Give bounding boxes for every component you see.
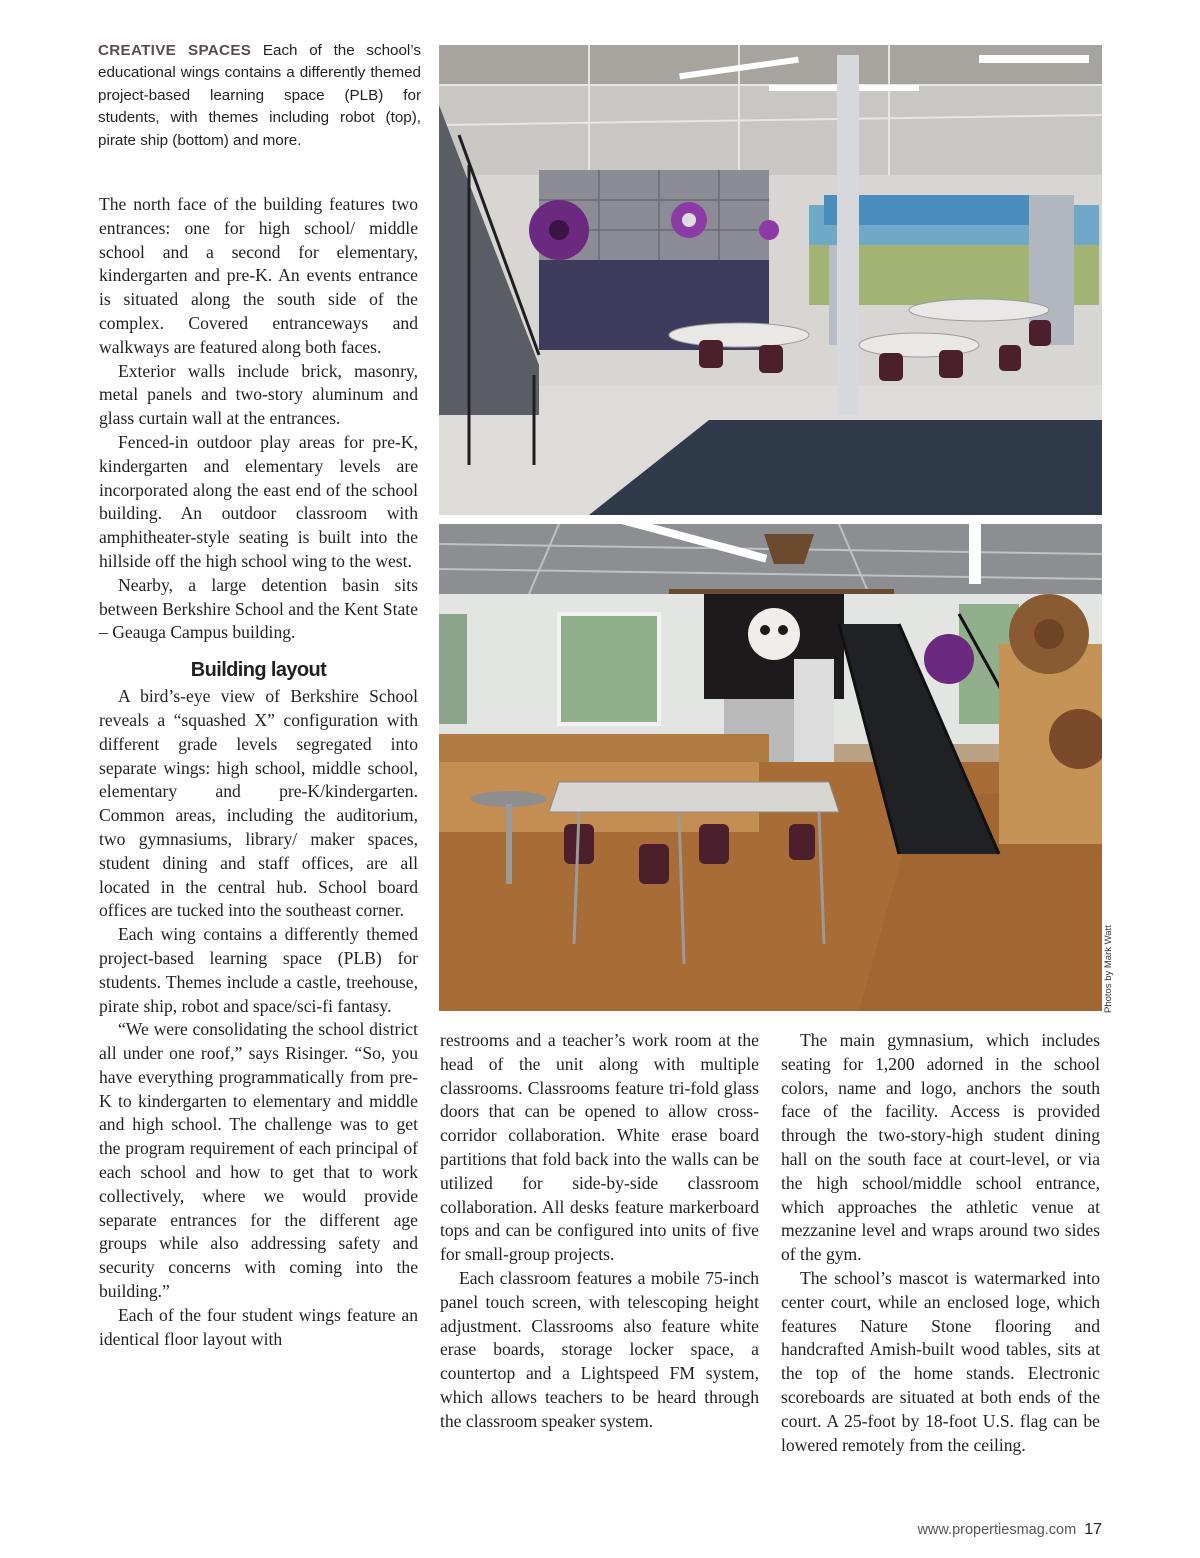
- paragraph: The north face of the building features two entrances: one for high school/ middle school and a second for elementary, kindergarten and pre-K. An events entrance is situated along the south side of the complex. Covered entranceways and walkways are featured along both faces.: [99, 194, 418, 357]
- section-subhead: Building layout: [190, 659, 327, 682]
- pirate-ship-classroom-photo: [439, 524, 1102, 1011]
- paragraph: The main gymnasium, which includes seating for 1,200 adorned in the school colors, name and logo, anchors the south face of the facility. Access is provided through the two-story-high student dining hall on the south face at court-level, or via the high school/middle school entrance, which approaches the athletic venue at mezzanine level and wraps around two sides of the gym.: [781, 1030, 1100, 1265]
- photo-caption: [98, 40, 421, 152]
- website-url: www.propertiesmag.com: [917, 1522, 1077, 1538]
- caption-text: Each of the school’s educational wings contains a differently themed project-based learning space (PLB) for students, with themes including robot (top), pirate ship (bottom) and more.: [98, 42, 421, 149]
- paragraph: Fenced-in outdoor play areas for pre-K, kindergarten and elementary levels are incorporated along the east end of the school building. An outdoor classroom with amphitheater-style seating is built into the hillside off the high school wing to the west.: [99, 431, 418, 571]
- page-number: 17: [1084, 1521, 1102, 1538]
- paragraph: Each wing contains a differently themed project-based learning space (PLB) for students. Themes include a castle, treehouse, pirate ship, robot and space/sci-fi fantasy.: [99, 924, 418, 1016]
- page-footer: [917, 1521, 1102, 1539]
- paragraph: Exterior walls include brick, masonry, metal panels and two-story aluminum and glass curtain wall at the entrances.: [99, 360, 418, 429]
- paragraph: Each classroom features a mobile 75-inch panel touch screen, with telescoping height adjustment. Classrooms also feature white erase boards, storage locker space, a countertop and a Lightspeed FM system, which allows teachers to be heard through the classroom speaker system.: [440, 1267, 759, 1431]
- paragraph: “We were consolidating the school district all under one roof,” says Risinger. “So, you have everything programmatically from pre-K to kindergarten to elementary and middle and high school. The challenge was to get the program requirement of each principal of each school and how to get that to work collectively, where we would provide separate entrances for the different age groups while also addressing safety and security concerns with coming into the building.”: [99, 1019, 418, 1302]
- robot-classroom-photo: [439, 45, 1102, 515]
- article-column-3: [781, 1029, 1100, 1457]
- article-column-1: [99, 193, 418, 1351]
- article-column-2: [440, 1029, 759, 1434]
- caption-lead: CREATIVE SPACES: [98, 42, 252, 59]
- paragraph: The school’s mascot is watermarked into center court, while an enclosed loge, which features Nature Stone flooring and handcrafted Amish-built wood tables, sits at the top of the home stands. Electronic scoreboards are situated at both ends of the court. A 25-foot by 18-foot U.S. flag can be lowered remotely from the ceiling.: [781, 1267, 1100, 1455]
- photo-credit: Photos by Mark Watt: [1103, 925, 1114, 1013]
- paragraph: A bird’s-eye view of Berkshire School reveals a “squashed X” configuration with different grade levels segregated into separate wings: high school, middle school, elementary and pre-K/kindergarten. Common areas, including the auditorium, two gymnasiums, library/ maker spaces, student dining and staff offices, are all located in the central hub. School board offices are tucked into the southeast corner.: [99, 686, 418, 921]
- paragraph: restrooms and a teacher’s work room at the head of the unit along with multiple classrooms. Classrooms feature tri-fold glass doors that can be opened to allow cross-corridor collaboration. White erase board partitions that fold back into the walls can be utilized for side-by-side classroom collaboration. All desks feature markerboard tops and can be configured into units of five for small-group projects.: [440, 1030, 759, 1265]
- paragraph: Each of the four student wings feature an identical floor layout with: [99, 1304, 418, 1349]
- paragraph: Nearby, a large detention basin sits between Berkshire School and the Kent State – Geauga Campus building.: [99, 574, 418, 643]
